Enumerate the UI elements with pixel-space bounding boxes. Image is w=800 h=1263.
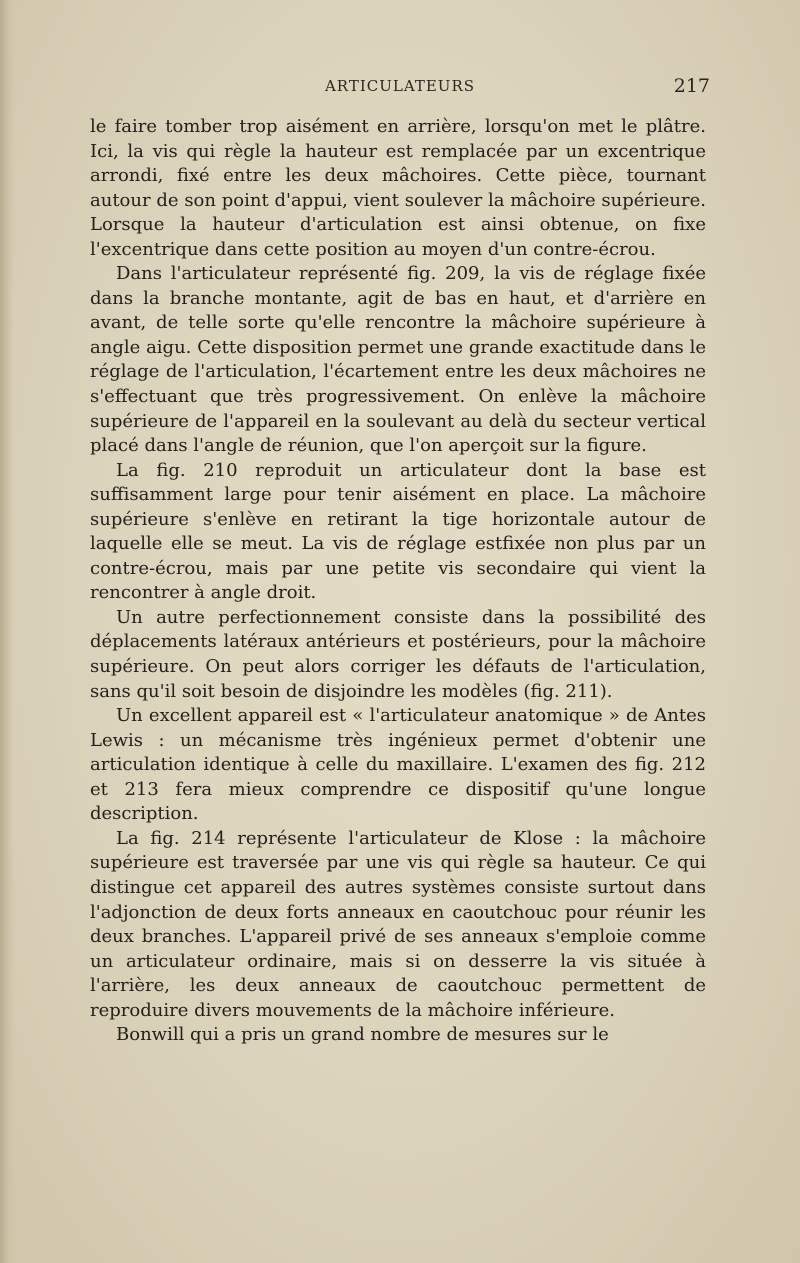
paragraph-2: Dans l'articulateur représenté fig. 209, la vis de réglage fixée dans la branche montante, agit de bas en haut, et d'arrière en avant, de telle sorte qu'elle rencontre la mâchoire supérieure à angle aigu. Cette disposition permet une grande exactitude dans le réglage de l'articulation, l'écartement entre les deux mâchoires ne s'effectuant que très progressivement. On enlève la mâchoire supérieure de l'appareil en la soulevant au delà du secteur vertical placé dans l'angle de réunion, que l'on aperçoit sur la figure. bbox=[90, 263, 706, 457]
paragraph-4: Un autre perfectionnement consiste dans la possibilité des déplacements latéraux antérieurs et postérieurs, pour la mâchoire supérieure. On peut alors corriger les défauts de l'articulation, sans qu'il soit besoin de disjoindre les modèles (fig. 211). bbox=[90, 606, 706, 702]
body-text bbox=[90, 115, 706, 1048]
running-head: ARTICULATEURS bbox=[324, 77, 476, 95]
paragraph-6: La fig. 214 représente l'articulateur de Klose : la mâchoire supérieure est traversée par une vis qui règle sa hauteur. Ce qui distingue cet appareil des autres systèmes consiste surtout dans l'adjonction de deux forts anneaux en caoutchouc pour réunir les deux branches. L'appareil privé de ses anneaux s'emploie comme un articulateur ordinaire, mais si on desserre la vis située à l'arrière, les deux anneaux de caoutchouc permettent de reproduire divers mouvements de la mâchoire inférieure. bbox=[90, 827, 706, 1021]
page-header bbox=[90, 74, 710, 98]
paragraph-1: le faire tomber trop aisément en arrière, lorsqu'on met le plâtre. Ici, la vis qui règle la hauteur est remplacée par un excentrique arrondi, fixé entre les deux mâchoires. Cette pièce, tournant autour de son point d'appui, vient soulever la mâchoire supérieure. Lorsque la hauteur d'articulation est ainsi obtenue, on fixe l'excentrique dans cette position au moyen d'un contre-écrou. bbox=[90, 116, 706, 260]
page-gutter-edge bbox=[0, 0, 14, 1263]
page-number: 217 bbox=[673, 75, 710, 97]
paragraph-5: Un excellent appareil est « l'articulateur anatomique » de Antes Lewis : un mécanisme très ingénieux permet d'obtenir une articulation identique à celle du maxillaire. L'examen des fig. 212 et 213 fera mieux comprendre ce dispositif qu'une longue description. bbox=[90, 705, 706, 825]
paragraph-3: La fig. 210 reproduit un articulateur dont la base est suffisamment large pour tenir aisément en place. La mâchoire supérieure s'enlève en retirant la tige horizontale autour de laquelle elle se meut. La vis de réglage estfixée non plus par un contre-écrou, mais par une petite vis secondaire qui vient la rencontrer à angle droit. bbox=[90, 459, 706, 604]
paragraph-7: Bonwill qui a pris un grand nombre de mesures sur le bbox=[116, 1024, 609, 1046]
